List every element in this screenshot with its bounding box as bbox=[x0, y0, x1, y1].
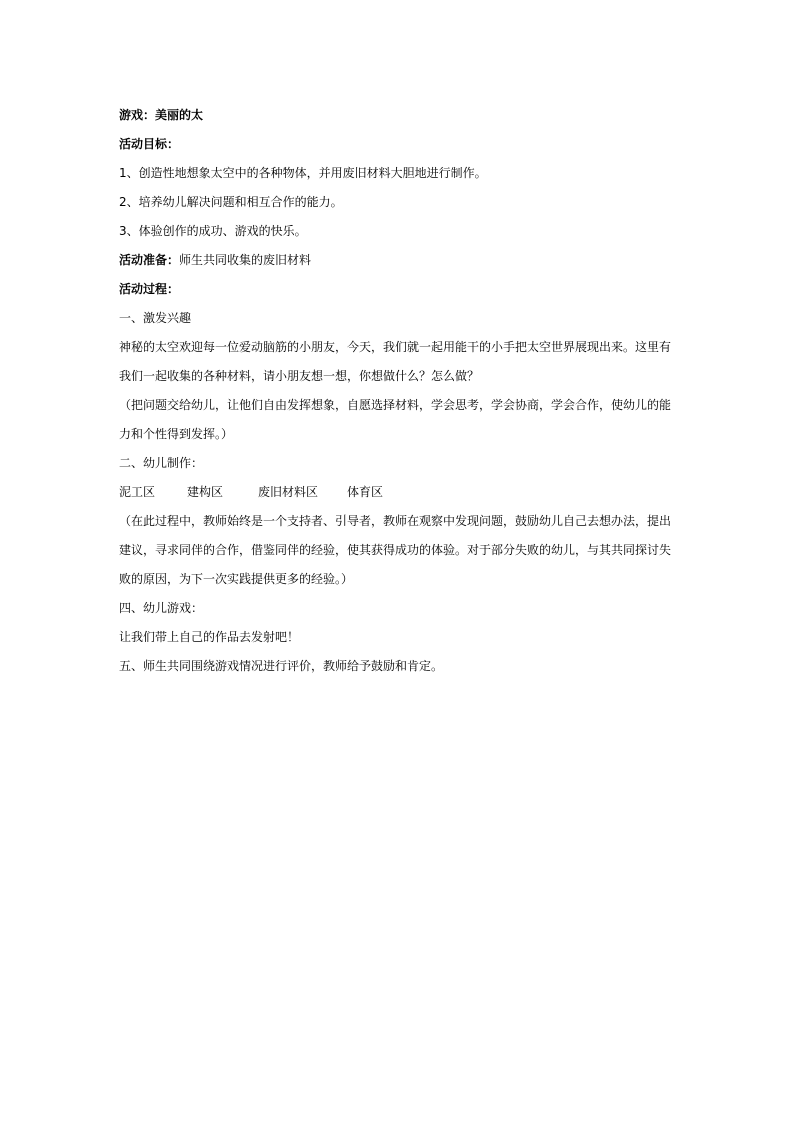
activity-zones bbox=[119, 478, 677, 507]
preparation-line bbox=[119, 246, 677, 275]
title-text: 美丽的太 bbox=[155, 108, 204, 122]
process-heading: 活动过程： bbox=[119, 282, 180, 296]
document-title bbox=[119, 101, 677, 130]
zone-construction: 建构区 bbox=[187, 485, 224, 499]
document-body bbox=[119, 101, 677, 681]
preparation-label: 活动准备： bbox=[119, 253, 180, 267]
goal-item-2: 2、培养幼儿解决问题和相互合作的能力。 bbox=[119, 195, 343, 209]
step4-heading: 四、幼儿游戏： bbox=[119, 601, 204, 615]
zone-sports: 体育区 bbox=[347, 485, 384, 499]
goal-item-3: 3、体验创作的成功、游戏的快乐。 bbox=[119, 224, 307, 238]
goals-heading: 活动目标： bbox=[119, 137, 180, 151]
step1-heading: 一、激发兴趣 bbox=[119, 311, 192, 325]
step2-paragraph-line1: （在此过程中，教师始终是一个支持者、引导者，教师在观察中发现问题，鼓励幼儿自己去想办法，提出 bbox=[119, 514, 672, 528]
step2-paragraph-line3: 败的原因，为下一次实践提供更多的经验。） bbox=[119, 572, 354, 586]
step2-heading: 二、幼儿制作： bbox=[119, 456, 204, 470]
step1-paragraph2-line2: 力和个性得到发挥。） bbox=[119, 427, 234, 441]
step5-text: 五、师生共同围绕游戏情况进行评价，教师给予鼓励和肯定。 bbox=[119, 659, 444, 673]
step1-paragraph1-line2: 我们一起收集的各种材料，请小朋友想一想，你想做什么？怎么做？ bbox=[119, 369, 480, 383]
step1-paragraph1-line1: 神秘的太空欢迎每一位爱动脑筋的小朋友，今天，我们就一起用能干的小手把太空世界展现出来。这里有 bbox=[119, 340, 672, 354]
goal-item-1: 1、创造性地想象太空中的各种物体，并用废旧材料大胆地进行制作。 bbox=[119, 166, 487, 180]
step2-paragraph-line2: 建议，寻求同伴的合作，借鉴同伴的经验，使其获得成功的体验。对于部分失败的幼儿，与其共同探讨失 bbox=[119, 543, 672, 557]
zone-clay: 泥工区 bbox=[119, 485, 156, 499]
title-label: 游戏： bbox=[119, 108, 156, 122]
step1-paragraph2-line1: （把问题交给幼儿，让他们自由发挥想象，自愿选择材料，学会思考，学会协商，学会合作，使幼儿的能 bbox=[119, 398, 672, 412]
preparation-text: 师生共同收集的废旧材料 bbox=[179, 253, 312, 267]
step4-text: 让我们带上自己的作品去发射吧！ bbox=[119, 630, 300, 644]
zone-recycled-materials: 废旧材料区 bbox=[258, 485, 319, 499]
